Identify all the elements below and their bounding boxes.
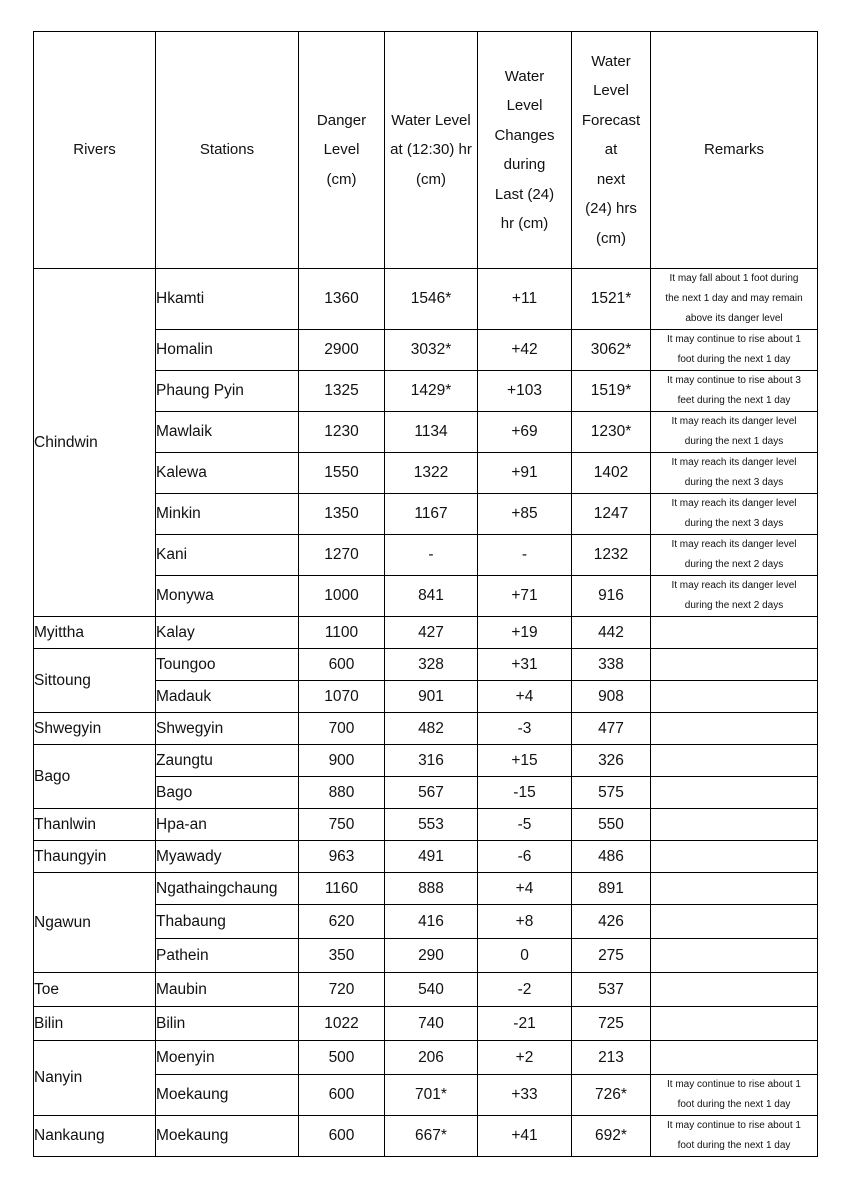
level-change-cell: +69: [478, 412, 572, 453]
remark-cell: [651, 330, 818, 371]
header-line: Forecast: [581, 111, 641, 129]
station-cell: Shwegyin: [156, 713, 299, 745]
header-line: Stations: [199, 141, 255, 159]
station-cell: Hkamti: [156, 269, 299, 330]
level-change-cell: +8: [478, 905, 572, 939]
table-row: [34, 1041, 818, 1075]
station-cell: Hpa-an: [156, 809, 299, 841]
level-change-cell: -21: [478, 1007, 572, 1041]
remark-line: It may continue to rise about 1: [667, 1079, 801, 1090]
remark-line: feet during the next 1 day: [677, 395, 791, 406]
forecast-cell: 575: [572, 777, 651, 809]
forecast-cell: 486: [572, 841, 651, 873]
level-change-cell: +15: [478, 745, 572, 777]
header-line: next: [596, 170, 626, 188]
station-cell: Moekaung: [156, 1116, 299, 1157]
station-cell: Homalin: [156, 330, 299, 371]
header-rivers: [34, 32, 156, 269]
river-cell: Chindwin: [34, 269, 156, 617]
water-level-cell: 1429*: [385, 371, 478, 412]
forecast-cell: 213: [572, 1041, 651, 1075]
forecast-cell: 326: [572, 745, 651, 777]
header-line: Water: [591, 52, 631, 70]
header-line: Level: [323, 141, 360, 159]
level-change-cell: +71: [478, 576, 572, 617]
table-row: [34, 1116, 818, 1157]
remark-line: foot during the next 1 day: [677, 354, 791, 365]
forecast-cell: 692*: [572, 1116, 651, 1157]
table-row: [34, 745, 818, 777]
forecast-cell: 726*: [572, 1075, 651, 1116]
forecast-cell: 916: [572, 576, 651, 617]
remark-cell: [651, 1007, 818, 1041]
forecast-cell: 275: [572, 939, 651, 973]
remark-cell: [651, 1116, 818, 1157]
danger-level-cell: 600: [299, 1075, 385, 1116]
level-change-cell: +4: [478, 681, 572, 713]
forecast-cell: 550: [572, 809, 651, 841]
remark-cell: [651, 873, 818, 905]
danger-level-cell: 600: [299, 649, 385, 681]
level-change-cell: +19: [478, 617, 572, 649]
water-level-cell: 841: [385, 576, 478, 617]
header-water-level: [385, 32, 478, 269]
station-cell: Mawlaik: [156, 412, 299, 453]
remark-line: foot during the next 1 day: [677, 1140, 791, 1151]
forecast-cell: 537: [572, 973, 651, 1007]
table-row: [34, 269, 818, 330]
header-line: Water: [504, 67, 545, 85]
remark-cell: [651, 1075, 818, 1116]
water-level-cell: 491: [385, 841, 478, 873]
remark-line: above its danger level: [685, 313, 783, 324]
header-line: Last (24): [494, 185, 555, 203]
water-level-cell: 416: [385, 905, 478, 939]
station-cell: Toungoo: [156, 649, 299, 681]
level-change-cell: -5: [478, 809, 572, 841]
remark-cell: [651, 576, 818, 617]
level-change-cell: +11: [478, 269, 572, 330]
river-cell: Bilin: [34, 1007, 156, 1041]
danger-level-cell: 1360: [299, 269, 385, 330]
level-change-cell: 0: [478, 939, 572, 973]
river-cell: Shwegyin: [34, 713, 156, 745]
water-level-cell: 1167: [385, 494, 478, 535]
level-change-cell: +4: [478, 873, 572, 905]
station-cell: Maubin: [156, 973, 299, 1007]
danger-level-cell: 963: [299, 841, 385, 873]
level-change-cell: -3: [478, 713, 572, 745]
river-cell: Ngawun: [34, 873, 156, 973]
forecast-cell: 1232: [572, 535, 651, 576]
remark-cell: [651, 809, 818, 841]
remark-line: during the next 2 days: [684, 600, 784, 611]
header-line: (cm): [326, 170, 357, 188]
river-cell: Bago: [34, 745, 156, 809]
remark-line: during the next 1 days: [684, 436, 784, 447]
remark-line: It may continue to rise about 3: [667, 375, 801, 386]
station-cell: Thabaung: [156, 905, 299, 939]
remark-cell: [651, 649, 818, 681]
water-level-cell: 482: [385, 713, 478, 745]
level-change-cell: -: [478, 535, 572, 576]
river-cell: Nankaung: [34, 1116, 156, 1157]
remark-cell: [651, 713, 818, 745]
station-cell: Minkin: [156, 494, 299, 535]
water-level-table: [33, 31, 818, 1157]
water-level-cell: 1134: [385, 412, 478, 453]
water-level-cell: 328: [385, 649, 478, 681]
header-line: Level: [593, 82, 629, 100]
remark-cell: [651, 269, 818, 330]
forecast-cell: 1402: [572, 453, 651, 494]
water-level-cell: 740: [385, 1007, 478, 1041]
header-line: Danger: [316, 111, 367, 129]
station-cell: Kalay: [156, 617, 299, 649]
remark-line: the next 1 day and may remain: [665, 293, 803, 304]
forecast-cell: 426: [572, 905, 651, 939]
danger-level-cell: 700: [299, 713, 385, 745]
station-cell: Madauk: [156, 681, 299, 713]
remark-cell: [651, 681, 818, 713]
header-line: Water Level: [391, 111, 471, 129]
remark-cell: [651, 617, 818, 649]
header-line: Changes: [494, 126, 555, 144]
station-cell: Kani: [156, 535, 299, 576]
danger-level-cell: 750: [299, 809, 385, 841]
table-body: [34, 269, 818, 1157]
station-cell: Myawady: [156, 841, 299, 873]
level-change-cell: +85: [478, 494, 572, 535]
remark-cell: [651, 1041, 818, 1075]
table-row: [34, 713, 818, 745]
table-row: [34, 617, 818, 649]
level-change-cell: +33: [478, 1075, 572, 1116]
header-stations: [156, 32, 299, 269]
level-change-cell: +42: [478, 330, 572, 371]
table-row: [34, 1007, 818, 1041]
danger-level-cell: 1160: [299, 873, 385, 905]
danger-level-cell: 350: [299, 939, 385, 973]
water-level-cell: 901: [385, 681, 478, 713]
header-line: (cm): [596, 229, 626, 247]
water-level-cell: 553: [385, 809, 478, 841]
header-line: hr (cm): [500, 215, 549, 232]
header-line: (24) hrs: [585, 200, 637, 218]
remark-line: during the next 3 days: [684, 477, 784, 488]
station-cell: Moekaung: [156, 1075, 299, 1116]
station-cell: Zaungtu: [156, 745, 299, 777]
water-level-cell: 888: [385, 873, 478, 905]
danger-level-cell: 720: [299, 973, 385, 1007]
table-row: [34, 841, 818, 873]
remark-line: It may continue to rise about 1: [667, 1120, 801, 1131]
level-change-cell: -2: [478, 973, 572, 1007]
danger-level-cell: 1070: [299, 681, 385, 713]
danger-level-cell: 600: [299, 1116, 385, 1157]
water-level-cell: 290: [385, 939, 478, 973]
forecast-cell: 1519*: [572, 371, 651, 412]
level-change-cell: +41: [478, 1116, 572, 1157]
danger-level-cell: 620: [299, 905, 385, 939]
river-cell: Toe: [34, 973, 156, 1007]
table-row: [34, 649, 818, 681]
danger-level-cell: 1022: [299, 1007, 385, 1041]
danger-level-cell: 2900: [299, 330, 385, 371]
table-row: [34, 973, 818, 1007]
table-row: [34, 809, 818, 841]
remark-cell: [651, 841, 818, 873]
water-level-cell: 316: [385, 745, 478, 777]
danger-level-cell: 1100: [299, 617, 385, 649]
header-line: Rivers: [73, 141, 116, 159]
remark-cell: [651, 939, 818, 973]
water-level-cell: 1546*: [385, 269, 478, 330]
forecast-cell: 1230*: [572, 412, 651, 453]
level-change-cell: +31: [478, 649, 572, 681]
forecast-cell: 338: [572, 649, 651, 681]
danger-level-cell: 1000: [299, 576, 385, 617]
river-cell: Nanyin: [34, 1041, 156, 1116]
level-change-cell: +2: [478, 1041, 572, 1075]
water-level-cell: -: [385, 535, 478, 576]
forecast-cell: 891: [572, 873, 651, 905]
station-cell: Moenyin: [156, 1041, 299, 1075]
remark-line: during the next 3 days: [684, 518, 784, 529]
header-forecast: [572, 32, 651, 269]
header-row: [34, 32, 818, 269]
danger-level-cell: 1550: [299, 453, 385, 494]
level-change-cell: +91: [478, 453, 572, 494]
remark-line: It may fall about 1 foot during: [669, 273, 799, 284]
remark-line: foot during the next 1 day: [677, 1099, 791, 1110]
forecast-cell: 908: [572, 681, 651, 713]
remark-line: It may continue to rise about 1: [667, 334, 801, 345]
river-cell: Myittha: [34, 617, 156, 649]
remark-line: It may reach its danger level: [671, 498, 797, 509]
forecast-cell: 442: [572, 617, 651, 649]
header-level-change: [478, 32, 572, 269]
danger-level-cell: 880: [299, 777, 385, 809]
level-change-cell: +103: [478, 371, 572, 412]
header-line: Level: [506, 97, 543, 114]
forecast-cell: 1521*: [572, 269, 651, 330]
remark-cell: [651, 745, 818, 777]
forecast-cell: 477: [572, 713, 651, 745]
water-level-cell: 567: [385, 777, 478, 809]
remark-cell: [651, 371, 818, 412]
danger-level-cell: 1325: [299, 371, 385, 412]
water-level-cell: 667*: [385, 1116, 478, 1157]
remark-cell: [651, 777, 818, 809]
water-level-cell: 540: [385, 973, 478, 1007]
remark-cell: [651, 973, 818, 1007]
water-level-cell: 427: [385, 617, 478, 649]
remark-cell: [651, 494, 818, 535]
table-row: [34, 873, 818, 905]
station-cell: Monywa: [156, 576, 299, 617]
remark-line: It may reach its danger level: [671, 457, 797, 468]
station-cell: Bago: [156, 777, 299, 809]
remark-line: It may reach its danger level: [671, 580, 797, 591]
forecast-cell: 725: [572, 1007, 651, 1041]
water-level-cell: 3032*: [385, 330, 478, 371]
forecast-cell: 1247: [572, 494, 651, 535]
danger-level-cell: 500: [299, 1041, 385, 1075]
station-cell: Bilin: [156, 1007, 299, 1041]
station-cell: Kalewa: [156, 453, 299, 494]
header-danger-level: [299, 32, 385, 269]
river-cell: Sittoung: [34, 649, 156, 713]
danger-level-cell: 1230: [299, 412, 385, 453]
header-line: during: [503, 156, 546, 173]
remark-cell: [651, 412, 818, 453]
header-line: at: [604, 141, 618, 159]
station-cell: Ngathaingchaung: [156, 873, 299, 905]
water-level-cell: 701*: [385, 1075, 478, 1116]
water-level-cell: 206: [385, 1041, 478, 1075]
water-level-cell: 1322: [385, 453, 478, 494]
river-cell: Thanlwin: [34, 809, 156, 841]
river-cell: Thaungyin: [34, 841, 156, 873]
remark-line: It may reach its danger level: [671, 416, 797, 427]
danger-level-cell: 1350: [299, 494, 385, 535]
remark-cell: [651, 453, 818, 494]
remark-cell: [651, 905, 818, 939]
remark-cell: [651, 535, 818, 576]
header-line: at (12:30) hr: [390, 141, 472, 159]
header-line: (cm): [416, 170, 446, 188]
level-change-cell: -15: [478, 777, 572, 809]
danger-level-cell: 1270: [299, 535, 385, 576]
danger-level-cell: 900: [299, 745, 385, 777]
forecast-cell: 3062*: [572, 330, 651, 371]
level-change-cell: -6: [478, 841, 572, 873]
station-cell: Phaung Pyin: [156, 371, 299, 412]
header-line: Remarks: [703, 141, 764, 159]
remark-line: during the next 2 days: [684, 559, 784, 570]
station-cell: Pathein: [156, 939, 299, 973]
remark-line: It may reach its danger level: [671, 539, 797, 550]
header-remarks: [651, 32, 818, 269]
